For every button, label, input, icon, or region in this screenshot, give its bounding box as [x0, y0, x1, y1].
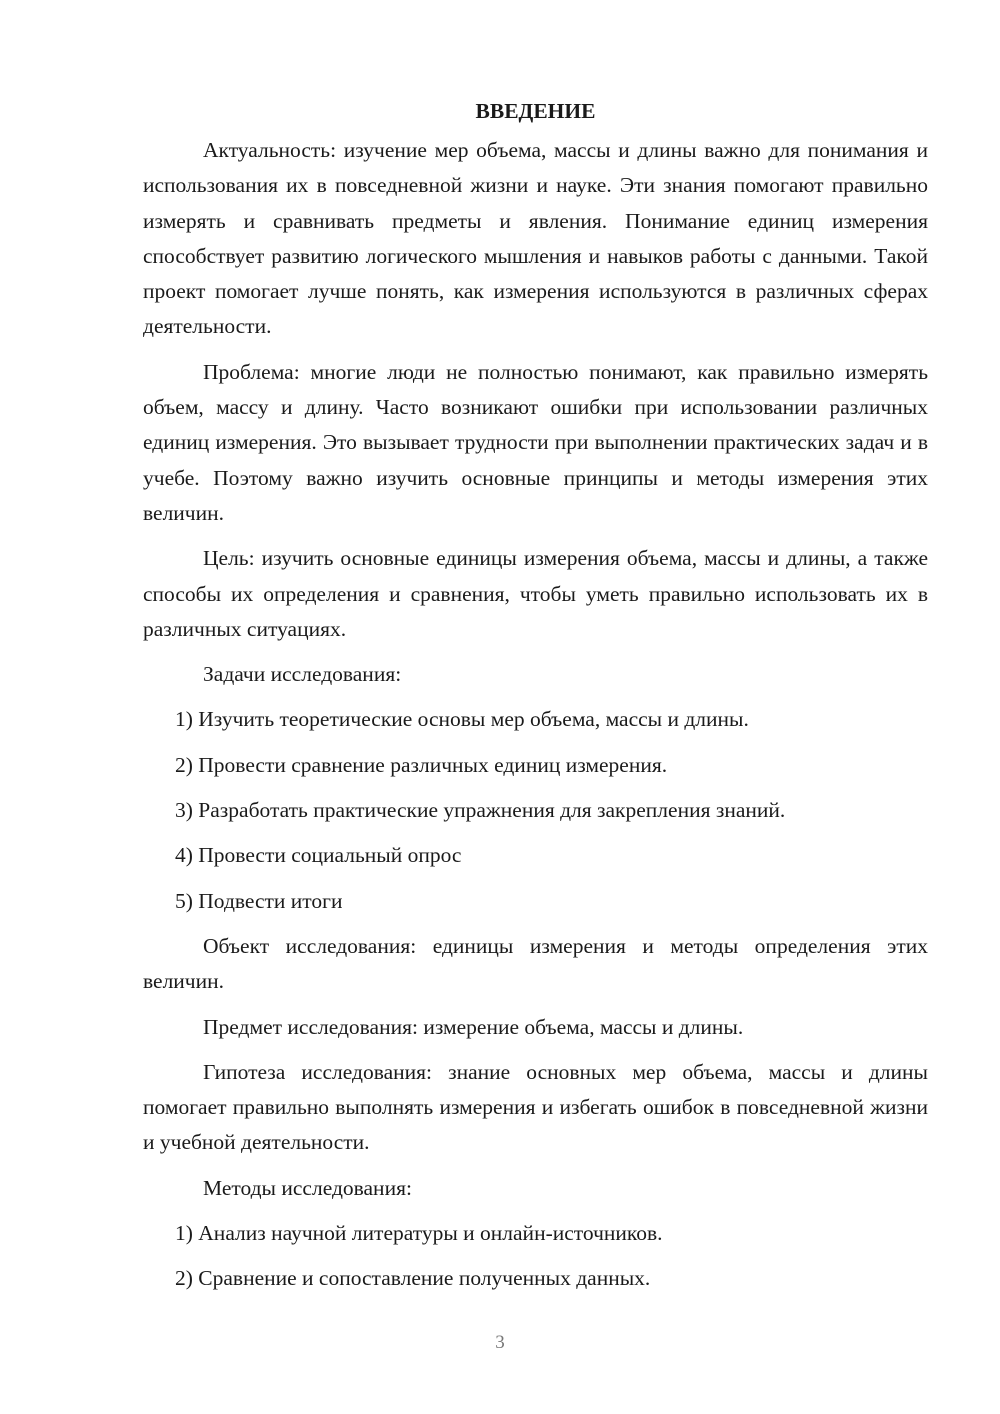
methods-list: [143, 1216, 928, 1297]
relevance-paragraph: Актуальность: изучение мер объема, массы и длины важно для понимания и использования их в повседневной жизни и науке. Эти знания помогают правильно измерять и сравнивать предметы и явления. Понимание единиц измерения способствует развитию логического мышления и навыков работы с данными. Такой проект помогает лучше понять, как измерения используются в различных сферах деятельности.: [143, 138, 928, 339]
hypothesis-paragraph: Гипотеза исследования: знание основных мер объема, массы и длины помогает правильно выполнять измерения и избегать ошибок в повседневной жизни и учебной деятельности.: [143, 1059, 928, 1155]
problem-paragraph: Проблема: многие люди не полностью понимают, как правильно измерять объем, массу и длину. Часто возникают ошибки при использовании различных единиц измерения. Это вызывает трудности при выполнении практических задач и в учебе. Поэтому важно изучить основные принципы и методы измерения этих величин.: [143, 359, 928, 525]
tasks-heading: Задачи исследования:: [203, 662, 402, 687]
list-item: 2) Сравнение и сопоставление полученных данных.: [175, 1266, 651, 1291]
document-page: [143, 94, 928, 1307]
page-number: 3: [495, 1332, 505, 1353]
methods-heading: Методы исследования:: [203, 1175, 412, 1200]
list-item: 4) Провести социальный опрос: [175, 843, 462, 868]
goal-paragraph: Цель: изучить основные единицы измерения объема, массы и длины, а также способы их определения и сравнения, чтобы уметь правильно использовать их в различных ситуациях.: [143, 546, 928, 641]
list-item: 3) Разработать практические упражнения для закрепления знаний.: [175, 798, 786, 823]
tasks-list: [143, 702, 928, 918]
list-item: 2) Провести сравнение различных единиц измерения.: [175, 752, 668, 777]
list-item: 1) Изучить теоретические основы мер объема, массы и длины.: [175, 707, 749, 732]
subject-paragraph: Предмет исследования: измерение объема, массы и длины.: [203, 1014, 744, 1039]
list-item: 5) Подвести итоги: [175, 888, 343, 913]
object-paragraph: Объект исследования: единицы измерения и методы определения этих величин.: [143, 933, 928, 994]
list-item: 1) Анализ научной литературы и онлайн-источников.: [175, 1221, 663, 1246]
section-title: ВВЕДЕНИЕ: [475, 99, 596, 123]
